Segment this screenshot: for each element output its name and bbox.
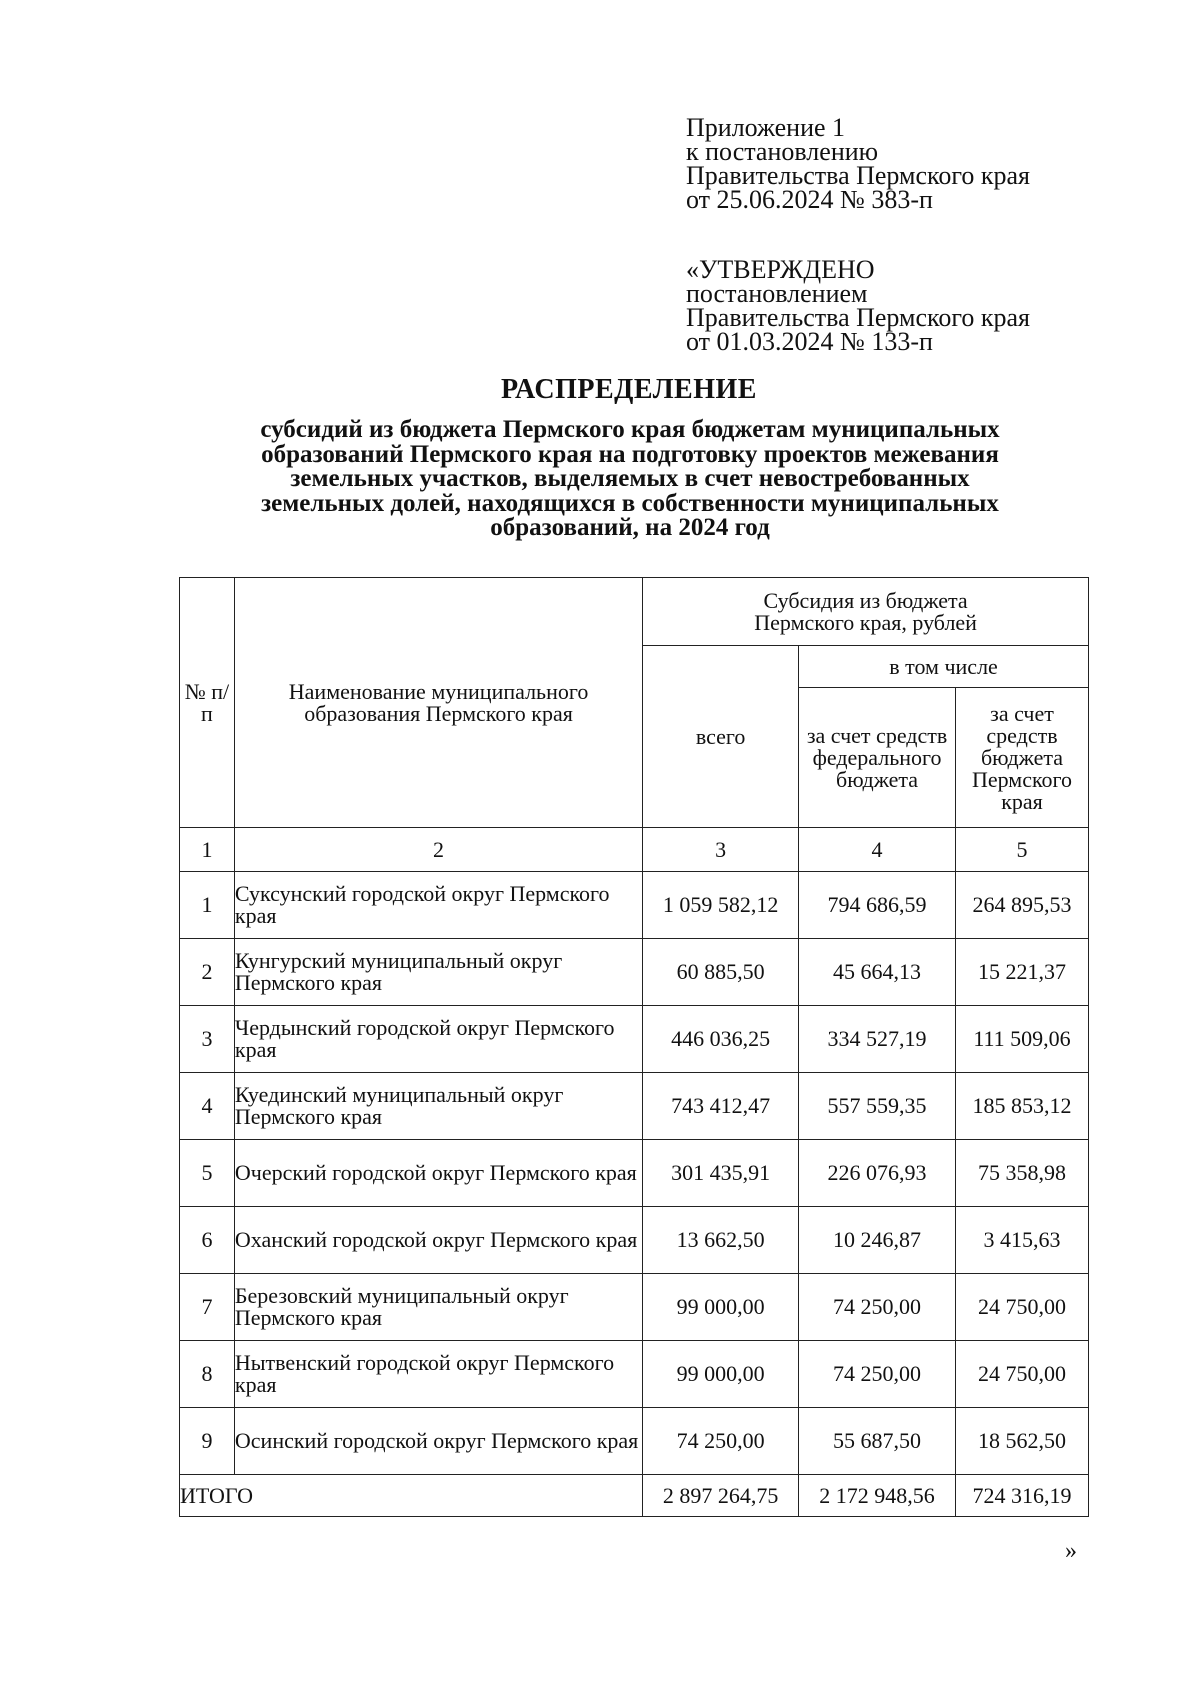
distribution-table xyxy=(179,577,1089,1517)
federal-value: 74 250,00 xyxy=(799,1341,956,1408)
regional-value: 24 750,00 xyxy=(956,1341,1089,1408)
federal-value: 10 246,87 xyxy=(799,1207,956,1274)
header-total xyxy=(643,646,799,828)
annex-line: Правительства Пермского края xyxy=(686,161,1030,190)
header-federal-label: за счет средств федерального бюджета xyxy=(806,722,948,792)
subtitle-line: земельных долей, находящихся в собственности муниципальных xyxy=(261,489,999,517)
row-number: 4 xyxy=(180,1073,235,1140)
totals-row xyxy=(180,1475,1089,1517)
federal-value: 334 527,19 xyxy=(799,1006,956,1073)
federal-value: 74 250,00 xyxy=(799,1274,956,1341)
totals-regional-value: 724 316,19 xyxy=(956,1475,1089,1517)
totals-federal-value: 2 172 948,56 xyxy=(799,1475,956,1517)
header-subsidy xyxy=(643,578,1089,646)
total-value: 301 435,91 xyxy=(643,1140,799,1207)
header-subsidy-label: Субсидия из бюджета Пермского края, рублей xyxy=(754,587,977,635)
municipality-name: Чердынский городской округ Пермского края xyxy=(234,1006,642,1073)
header-federal xyxy=(799,688,956,828)
column-number: 2 xyxy=(234,828,642,872)
municipality-name: Нытвенский городской округ Пермского края xyxy=(234,1341,642,1408)
header-row-number xyxy=(180,578,235,828)
header-total-label: всего xyxy=(695,723,746,749)
regional-value: 18 562,50 xyxy=(956,1408,1089,1475)
approved-line: от 01.03.2024 № 133-п xyxy=(686,327,933,356)
regional-value: 75 358,98 xyxy=(956,1140,1089,1207)
header-row-number-label: № п/п xyxy=(184,678,230,726)
regional-value: 111 509,06 xyxy=(956,1006,1089,1073)
header-municipality-label: Наименование муниципального образования Пермского края xyxy=(288,678,589,726)
column-number: 4 xyxy=(799,828,956,872)
table-row xyxy=(180,1006,1089,1073)
regional-value: 3 415,63 xyxy=(956,1207,1089,1274)
total-value: 60 885,50 xyxy=(643,939,799,1006)
row-number: 7 xyxy=(180,1274,235,1341)
regional-value: 185 853,12 xyxy=(956,1073,1089,1140)
table-row xyxy=(180,1207,1089,1274)
total-value: 99 000,00 xyxy=(643,1341,799,1408)
regional-value: 264 895,53 xyxy=(956,872,1089,939)
row-number: 2 xyxy=(180,939,235,1006)
municipality-name: Осинский городской округ Пермского края xyxy=(234,1408,642,1475)
federal-value: 226 076,93 xyxy=(799,1140,956,1207)
approved-line: Правительства Пермского края xyxy=(686,303,1030,332)
total-value: 1 059 582,12 xyxy=(643,872,799,939)
regional-value: 24 750,00 xyxy=(956,1274,1089,1341)
table-row xyxy=(180,1073,1089,1140)
municipality-name: Очерский городской округ Пермского края xyxy=(234,1140,642,1207)
municipality-name: Куединский муниципальный округ Пермского края xyxy=(234,1073,642,1140)
column-number: 1 xyxy=(180,828,235,872)
row-number: 5 xyxy=(180,1140,235,1207)
total-value: 13 662,50 xyxy=(643,1207,799,1274)
federal-value: 45 664,13 xyxy=(799,939,956,1006)
total-value: 446 036,25 xyxy=(643,1006,799,1073)
row-number: 6 xyxy=(180,1207,235,1274)
regional-value: 15 221,37 xyxy=(956,939,1089,1006)
header-including xyxy=(799,646,1089,688)
subtitle-line: земельных участков, выделяемых в счет невостребованных xyxy=(290,465,970,492)
annex-line: к постановлению xyxy=(686,137,879,166)
header-regional xyxy=(956,688,1089,828)
header-including-label: в том числе xyxy=(889,653,998,679)
federal-value: 55 687,50 xyxy=(799,1408,956,1475)
totals-label: ИТОГО xyxy=(180,1475,643,1517)
subtitle-line: образований, на 2024 год xyxy=(490,514,770,541)
header-municipality xyxy=(234,578,642,828)
row-number: 9 xyxy=(180,1408,235,1475)
table-row xyxy=(180,939,1089,1006)
approved-line: «УТВЕРЖДЕНО xyxy=(686,255,875,284)
municipality-name: Кунгурский муниципальный округ Пермского края xyxy=(234,939,642,1006)
total-value: 74 250,00 xyxy=(643,1408,799,1475)
row-number: 3 xyxy=(180,1006,235,1073)
annex-line: Приложение 1 xyxy=(686,113,846,142)
subtitle-line: образований Пермского края на подготовку проектов межевания xyxy=(261,440,999,468)
subtitle-line: субсидий из бюджета Пермского края бюджетам муниципальных xyxy=(260,416,1000,443)
approved-line: постановлением xyxy=(686,279,868,308)
federal-value: 557 559,35 xyxy=(799,1073,956,1140)
document-title: РАСПРЕДЕЛЕНИЕ xyxy=(501,374,757,405)
municipality-name: Суксунский городской округ Пермского края xyxy=(234,872,642,939)
table-row xyxy=(180,1140,1089,1207)
table-row xyxy=(180,1408,1089,1475)
totals-total-value: 2 897 264,75 xyxy=(643,1475,799,1517)
column-number: 5 xyxy=(956,828,1089,872)
table-row xyxy=(180,1341,1089,1408)
annex-reference xyxy=(686,113,1146,214)
table-row xyxy=(180,1274,1089,1341)
document-subtitle xyxy=(190,418,1070,541)
total-value: 99 000,00 xyxy=(643,1274,799,1341)
total-value: 743 412,47 xyxy=(643,1073,799,1140)
row-number: 1 xyxy=(180,872,235,939)
approval-stamp-text xyxy=(686,255,1146,356)
municipality-name: Оханский городской округ Пермского края xyxy=(234,1207,642,1274)
row-number: 8 xyxy=(180,1341,235,1408)
municipality-name: Березовский муниципальный округ Пермского края xyxy=(234,1274,642,1341)
header-regional-label: за счет средств бюджета Пермского края xyxy=(971,700,1073,814)
closing-quote: » xyxy=(1065,1538,1077,1564)
annex-line: от 25.06.2024 № 383-п xyxy=(686,185,933,214)
federal-value: 794 686,59 xyxy=(799,872,956,939)
table-row xyxy=(180,872,1089,939)
column-number: 3 xyxy=(643,828,799,872)
